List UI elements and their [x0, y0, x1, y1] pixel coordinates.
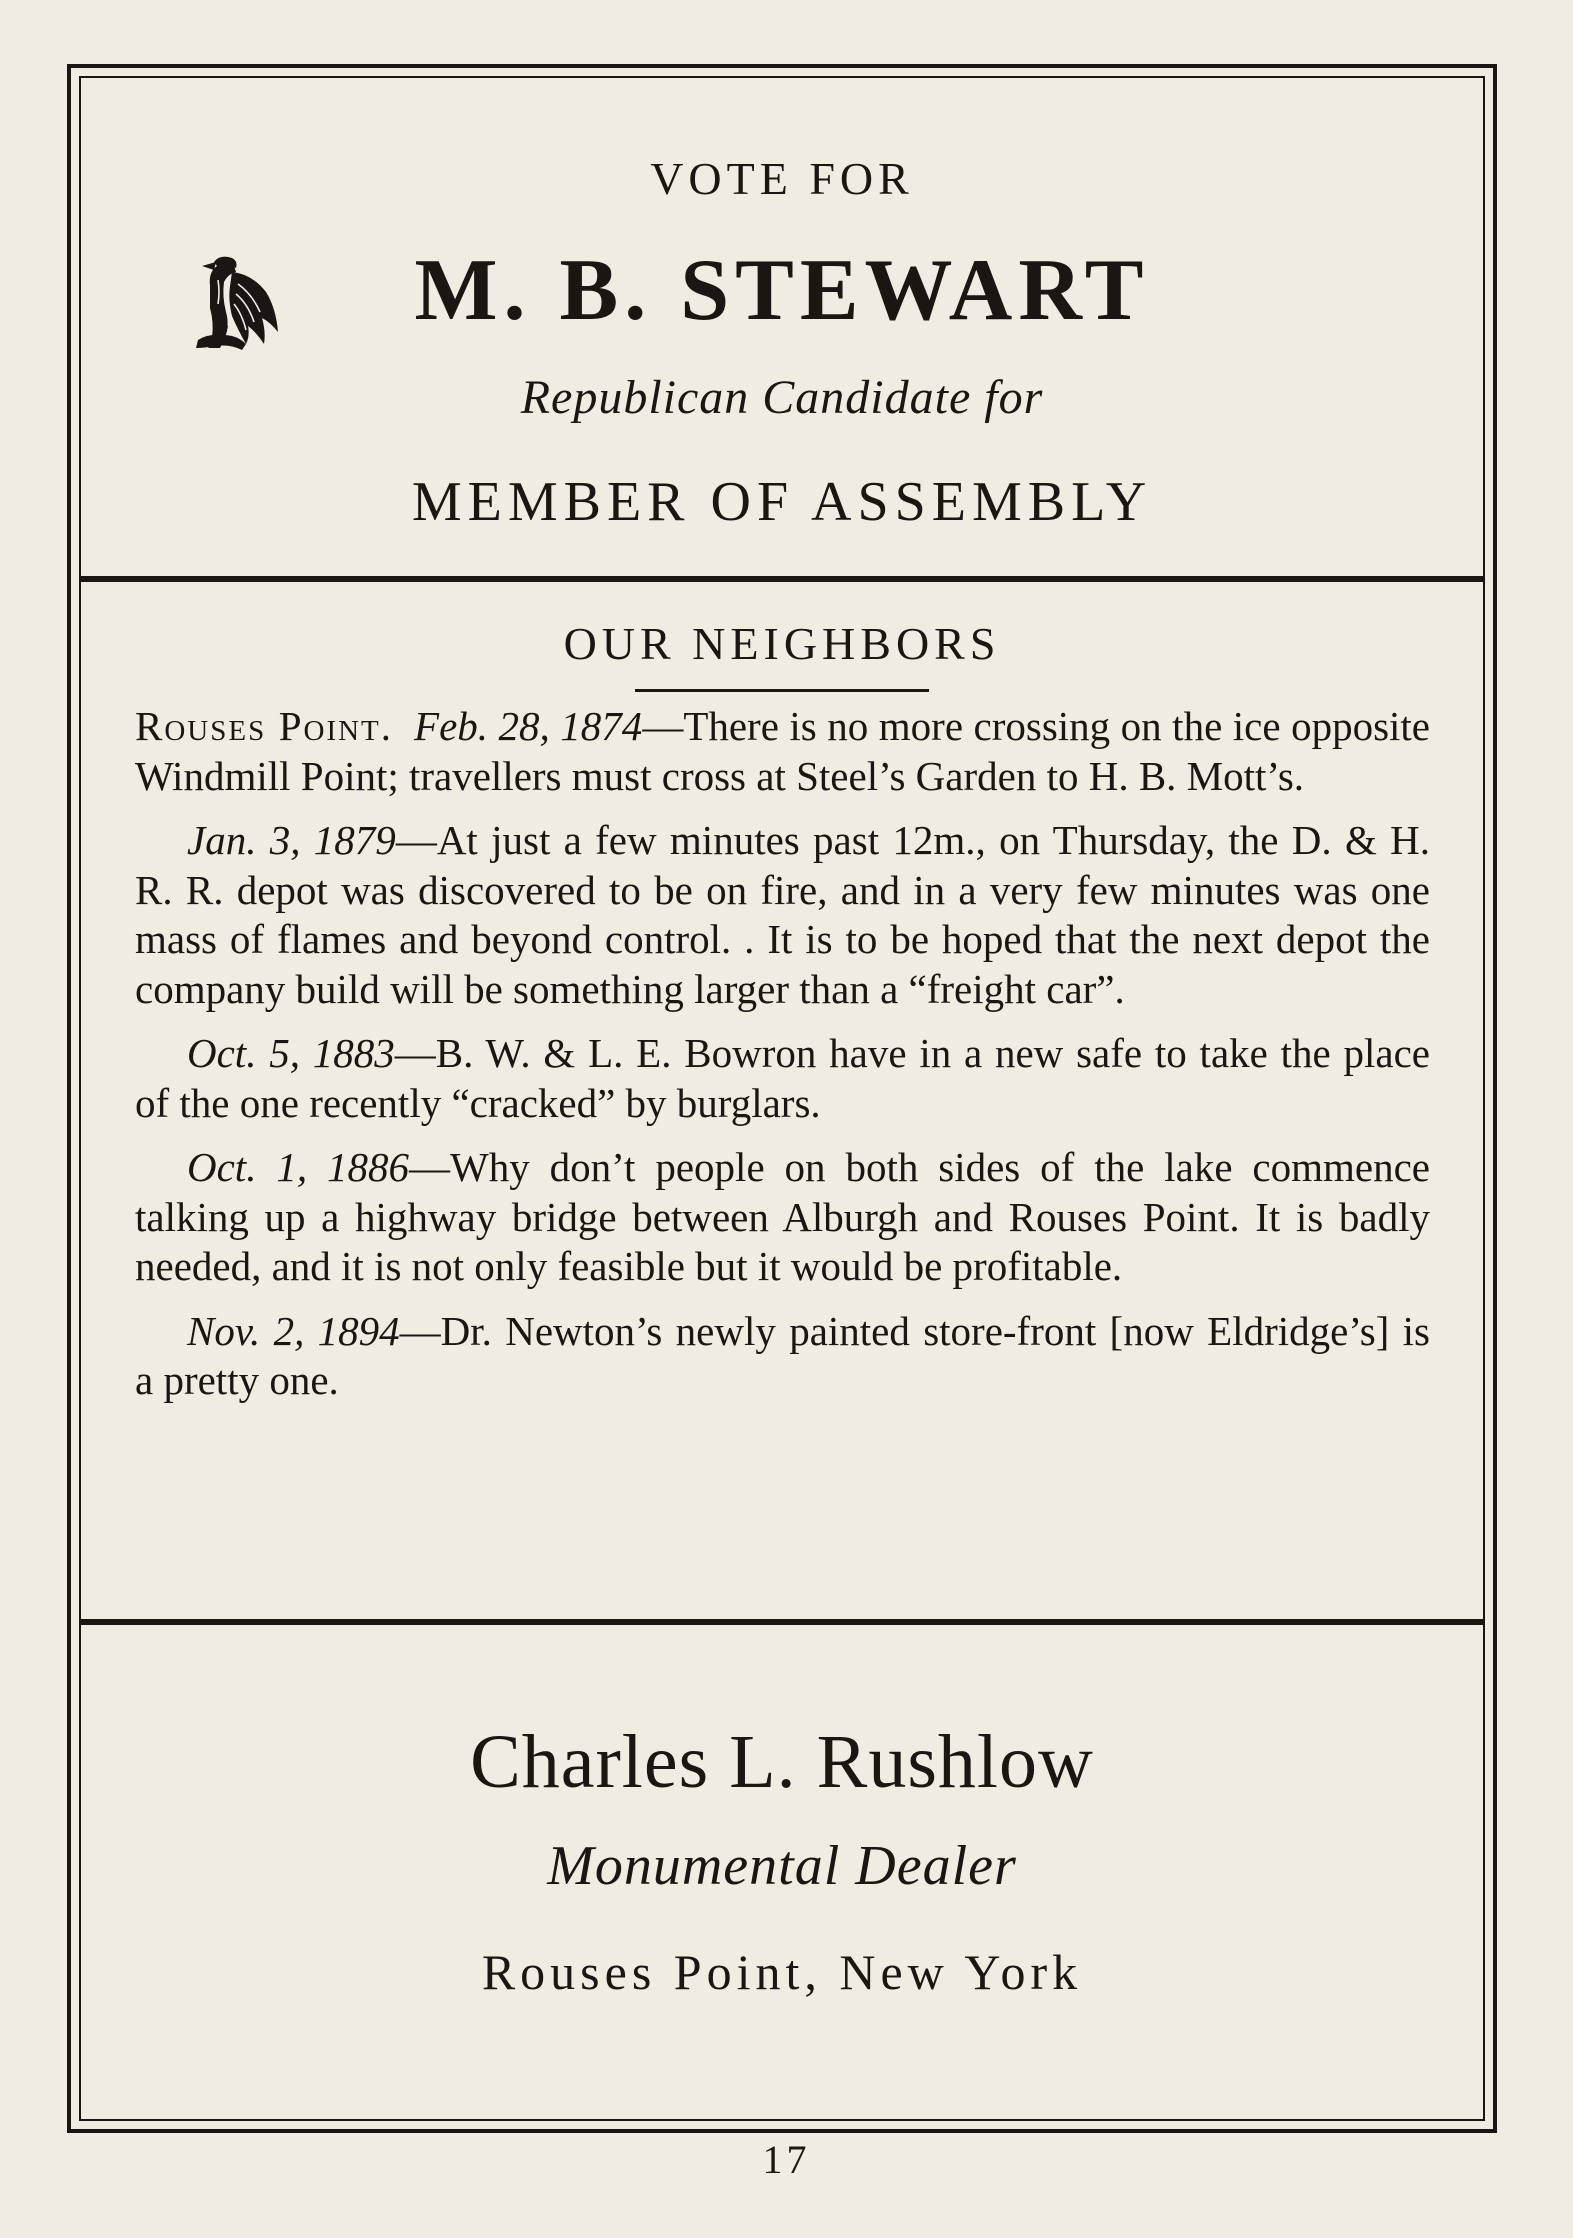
divider-rule: [79, 576, 1485, 582]
section-title: OUR NEIGHBORS: [563, 618, 1001, 669]
entry-date: Oct. 1, 1886: [187, 1144, 410, 1190]
entry-date: Oct. 5, 1883: [187, 1030, 395, 1076]
entry-text: —Why don’t people on both sides of the lake commence talking up a highway bridge between Alburgh and Rouses Point. It is badly needed, and it is not only feasible but it would be profitable.: [135, 1144, 1431, 1289]
entry-text: —At just a few minutes past 12m., on Thursday, the D. & H. R. R. depot was discovered to be on fire, and in a very few minutes was one mass of flames and beyond control. . It is to be hoped that the next depot the company build will be something larger than a “freight car”.: [135, 817, 1430, 1012]
dealer-location: Rouses Point, New York: [481, 1944, 1083, 2000]
news-entry: [135, 816, 1430, 1014]
entry-date: Feb. 28, 1874: [414, 703, 643, 749]
dealer-title: Monumental Dealer: [547, 1835, 1017, 1897]
vote-for-heading: VOTE FOR: [650, 153, 914, 204]
news-entry: [135, 1029, 1430, 1128]
title-underline: [635, 689, 929, 692]
candidate-role: Republican Candidate for: [520, 371, 1044, 424]
entry-date: Jan. 3, 1879: [187, 817, 396, 863]
dealer-name: Charles L. Rushlow: [470, 1720, 1094, 1804]
news-entry: [135, 1307, 1430, 1406]
entry-date: Nov. 2, 1894: [187, 1307, 400, 1354]
entry-place: Rouses Point.: [135, 703, 394, 749]
entry-text: —Dr. Newton’s newly painted store-front [now Eldridge’s] is a pretty one.: [135, 1307, 1430, 1403]
entry-text: —B. W. & L. E. Bowron have in a new safe to take the place of the one recently “cracked” by burglars.: [135, 1030, 1430, 1126]
news-entry: [135, 1143, 1430, 1292]
news-entries: [135, 702, 1430, 1421]
candidate-name: M. B. STEWART: [414, 242, 1150, 339]
page-number: 17: [762, 2137, 811, 2182]
office-title: MEMBER OF ASSEMBLY: [411, 471, 1153, 533]
entry-text: —There is no more crossing on the ice opposite Windmill Point; travellers must cross at Steel’s Garden to H. B. Mott’s.: [135, 703, 1431, 799]
news-entry: [135, 702, 1430, 801]
divider-rule: [79, 1619, 1485, 1625]
